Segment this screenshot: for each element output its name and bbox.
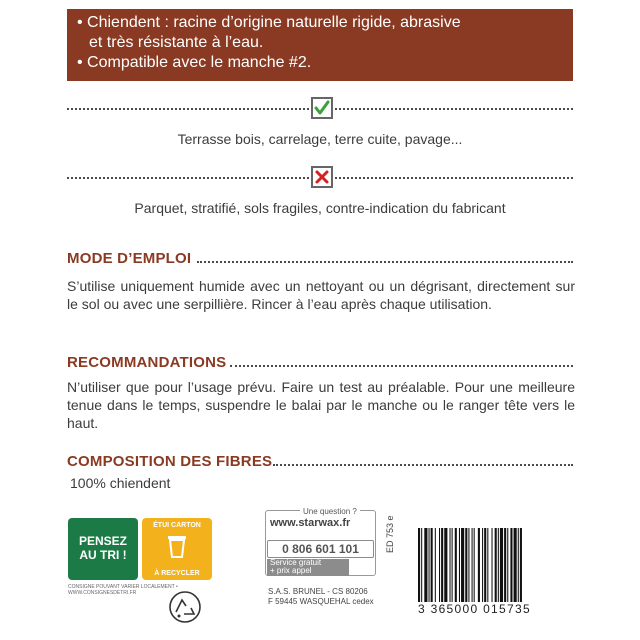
composition-text: 100% chiendent	[70, 475, 171, 491]
green-check-icon	[311, 97, 333, 119]
question-label: Une question ?	[300, 507, 360, 516]
mode-emploi-dots	[197, 261, 573, 263]
etui-top-label: ÉTUI CARTON	[153, 522, 201, 529]
barcode-number: 3 365000 015735	[418, 602, 531, 616]
triman-icon	[165, 590, 205, 624]
mode-emploi-title: MODE D’EMPLOI	[67, 250, 192, 267]
etui-bottom-label: À RECYCLER	[154, 570, 200, 577]
recommandations-dots	[230, 365, 573, 367]
mode-emploi-text: S’utilise uniquement humide avec un nettoyant ou un dégrisant, directement sur le sol ou avec une serpillière. Rincer à l’eau après chaque utilisation.	[67, 278, 575, 312]
recycle-bin-icon	[166, 533, 188, 559]
recommandations-text: N’utiliser que pour l’usage prévu. Faire un test au préalable. Pour une meilleure tenue dans le temps, suspendre le balai par le manche ou le ranger tête vers le haut.	[67, 379, 575, 431]
gratuit-line-2: + prix appel	[270, 566, 312, 575]
suitable-surfaces-text: Terrasse bois, carrelage, terre cuite, pavage...	[177, 131, 463, 147]
gratuit-line-1: Service gratuit	[270, 558, 322, 567]
pensez-au-tri-badge	[68, 518, 138, 580]
service-gratuit-label	[267, 559, 349, 576]
pensez-line-1: PENSEZ	[78, 534, 127, 548]
consigne-text: CONSIGNE POUVANT VARIER LOCALEMENT • WWW.CONSIGNESDETRI.FR	[68, 584, 178, 596]
unsuitable-surfaces-text: Parquet, stratifié, sols fragiles, contre-indication du fabricant	[134, 200, 506, 216]
address-line-1: S.A.S. BRUNEL - CS 80206	[268, 587, 368, 596]
barcode	[416, 528, 572, 610]
edition-code: ED 753 e	[385, 515, 395, 553]
info-line-3: • Compatible avec le manche #2.	[77, 54, 312, 71]
company-address	[268, 587, 374, 607]
website-link[interactable]: www.starwax.fr	[270, 517, 351, 529]
etui-carton-badge	[142, 518, 212, 580]
info-line-2: et très résistante à l’eau.	[89, 34, 264, 51]
pensez-line-2: AU TRI !	[79, 548, 127, 562]
phone-number: 0 806 601 101	[267, 540, 374, 558]
address-line-2: F 59445 WASQUEHAL cedex	[268, 597, 374, 606]
red-cross-icon	[311, 166, 333, 188]
info-box	[67, 9, 573, 81]
composition-dots	[273, 464, 573, 466]
recommandations-title: RECOMMANDATIONS	[67, 354, 227, 371]
info-line-1: • Chiendent : racine d’origine naturelle rigide, abrasive	[77, 14, 461, 31]
composition-title: COMPOSITION DES FIBRES	[67, 453, 273, 470]
